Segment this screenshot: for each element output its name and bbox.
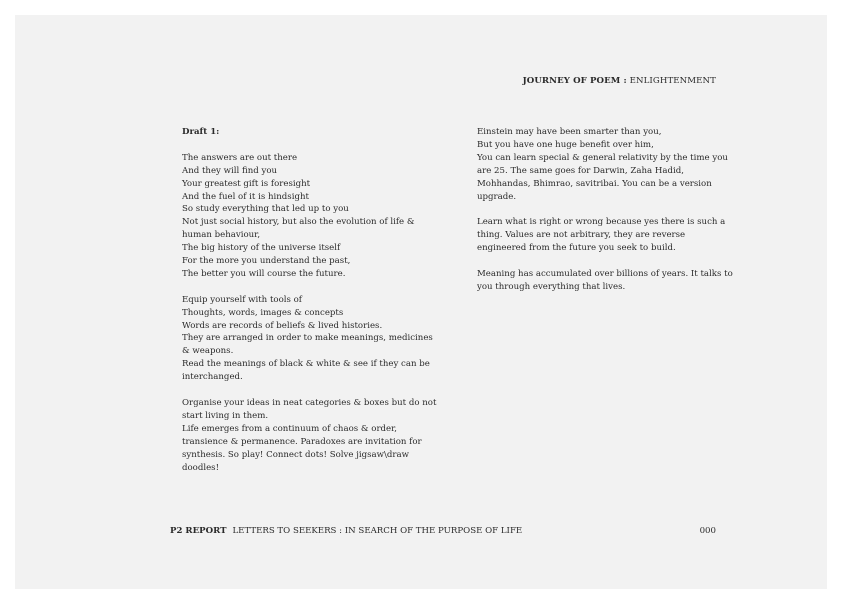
poem-line: interchanged. (182, 372, 243, 383)
poem-line: So study everything that led up to you (182, 204, 349, 215)
footer-subtitle: LETTERS TO SEEKERS : IN SEARCH OF THE PURPOSE OF LIFE (232, 526, 523, 536)
right-stanzas (477, 126, 733, 294)
poem-line: And the fuel of it is hindsight (182, 191, 309, 202)
poem-line: Einstein may have been smarter than you, (477, 127, 662, 137)
poem-line: synthesis. So play! Connect dots! Solve jigsaw\draw (182, 449, 410, 460)
poem-line: Thoughts, words, images & concepts (182, 307, 344, 318)
poem-line: But you have one huge benefit over him, (477, 139, 654, 150)
poem-line: you through everything that lives. (477, 281, 626, 292)
poem-line: are 25. The same goes for Darwin, Zaha Hadid, (477, 165, 684, 176)
poem-line: & weapons. (182, 346, 234, 357)
poem-line: human behaviour, (182, 230, 261, 241)
poem-line: Meaning has accumulated over billions of years. It talks to (477, 268, 733, 279)
stanza (182, 397, 437, 474)
footer-report-label: P2 REPORT (170, 526, 227, 536)
header-title-bold: JOURNEY OF POEM : (522, 76, 627, 86)
right-text-column (477, 126, 733, 307)
poem-line: You can learn special & general relativity by the time you (477, 152, 728, 163)
poem-line: upgrade. (477, 191, 517, 202)
header-title-rest: ENLIGHTENMENT (626, 76, 716, 86)
poem-line: Not just social history, but also the evolution of life & (182, 217, 415, 228)
poem-line: The big history of the universe itself (182, 243, 341, 254)
poem-line: The answers are out there (182, 152, 298, 163)
poem-line: start living in them. (182, 410, 269, 421)
stanza (477, 216, 727, 255)
poem-line: engineered from the future you seek to build. (477, 243, 676, 254)
running-footer (170, 526, 522, 536)
poem-line: doodles! (182, 462, 220, 473)
stanza (182, 152, 427, 281)
left-stanzas (182, 152, 437, 475)
poem-line: For the more you understand the past, (182, 256, 351, 267)
poem-line: transience & permanence. Paradoxes are invitation for (182, 436, 422, 447)
poem-line: Equip yourself with tools of (182, 294, 302, 305)
poem-line: Your greatest gift is foresight (182, 178, 311, 189)
poem-line: Learn what is right or wrong because yes there is such a (477, 217, 726, 228)
poem-line: thing. Values are not arbitrary, they are reverse (477, 230, 686, 241)
left-text-column (182, 126, 437, 487)
poem-line: Organise your ideas in neat categories & boxes but do not (182, 397, 437, 408)
poem-line: Life emerges from a continuum of chaos & order, (182, 423, 398, 434)
stanza (477, 126, 727, 203)
poem-line: The better you will course the future. (182, 268, 346, 279)
stanza (477, 268, 733, 294)
page-number: 000 (699, 526, 716, 536)
stanza (182, 294, 433, 384)
poem-line: Read the meanings of black & white & see if they can be (182, 359, 430, 370)
poem-line: And they will find you (182, 165, 278, 176)
poem-line: They are arranged in order to make meanings, medicines (182, 333, 433, 344)
running-header (523, 76, 716, 86)
document-page (15, 15, 827, 589)
poem-line: Mohhandas, Bhimrao, savitribai. You can be a version (477, 178, 712, 189)
draft-title: Draft 1: (182, 127, 220, 137)
poem-line: Words are records of beliefs & lived histories. (182, 320, 383, 331)
